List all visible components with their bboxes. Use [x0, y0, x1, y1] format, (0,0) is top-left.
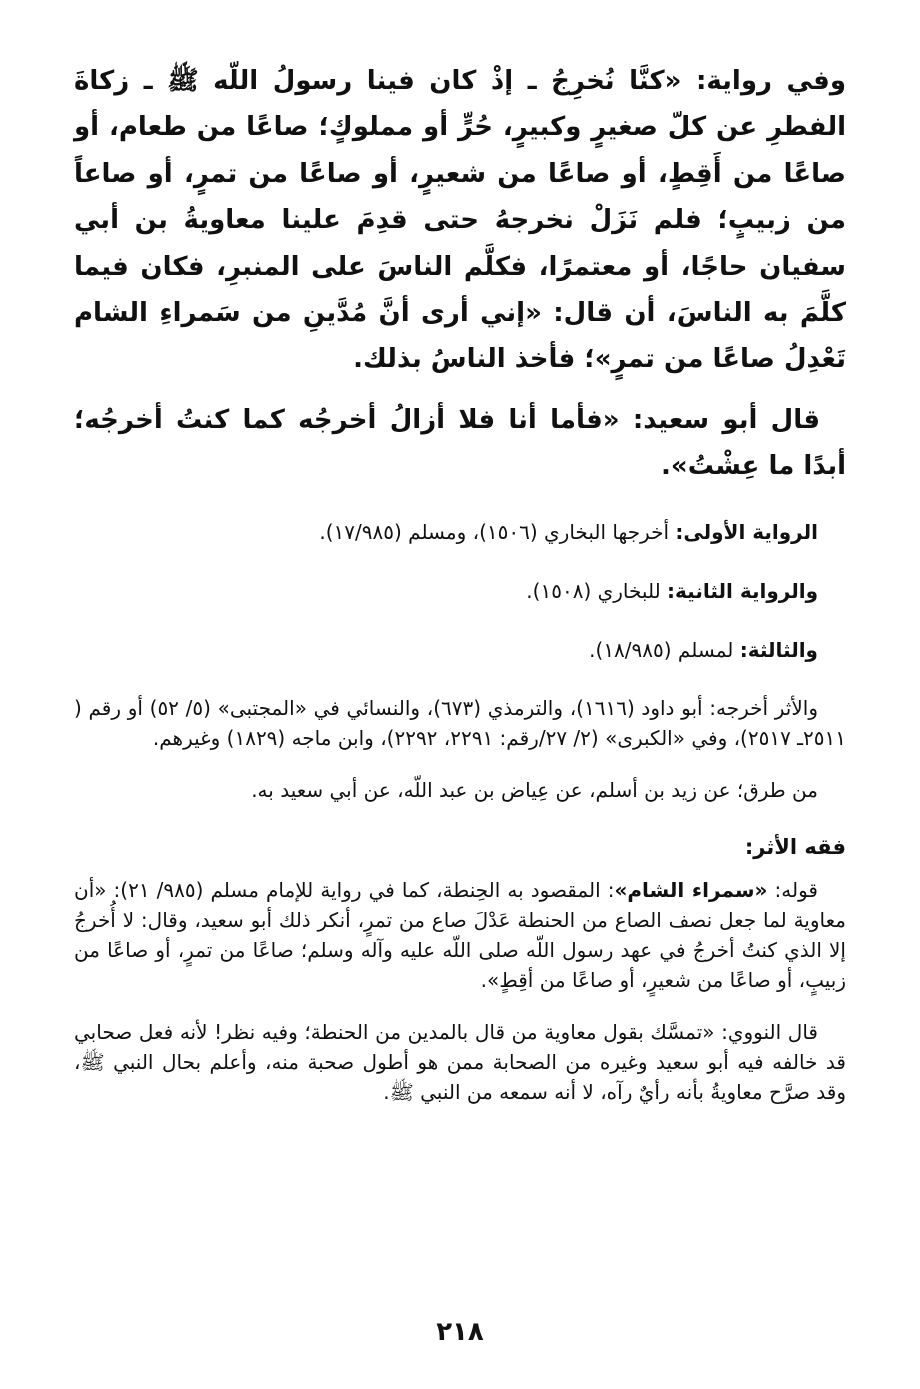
source-text: للبخاري (١٥٠٨).: [526, 578, 661, 603]
book-page: [74, 58, 846, 1358]
fiqh-heading: فقه الأثر:: [744, 834, 846, 859]
sources-list: [74, 516, 846, 666]
source-label: والثالثة:: [739, 637, 818, 662]
source-text: لمسلم (١٨/٩٨٥).: [589, 637, 734, 662]
chain-paragraph: من طرق؛ عن زيد بن أسلم، عن عِياض بن عبد اللّه، عن أبي سعيد به.: [251, 777, 818, 802]
explanation-prefix: قوله:: [767, 877, 818, 902]
source-label: والرواية الثانية:: [667, 578, 818, 603]
explanation-paragraph: [74, 875, 846, 995]
source-line: [74, 575, 846, 607]
source-text: أخرجها البخاري (١٥٠٦)، ومسلم (١٧/٩٨٥).: [319, 519, 670, 544]
hadith-narration: وفي رواية: «كنَّا نُخرِجُ ـ إذْ كان فينا رسولُ اللّه ﷺ ـ زكاةَ الفطرِ عن كلّ صغيرٍ وكبيرٍ، حُرٍّ أو مملوكٍ؛ صاعًا من طعام، أو صاعًا من أَقِطٍ، أو صاعًا من شعيرٍ، أو صاعًا من تمرٍ، أو صاعاً من زبيبٍ؛ فلم نَزَلْ نخرجهُ حتى قدِمَ علينا معاويةُ بن أبي سفيان حاجًا، أو معتمرًا، فكلَّم الناسَ على المنبرِ، فكان فيما كلَّمَ به الناسَ، أن قال: «إني أرى أنَّ مُدَّينِ من سَمراءِ الشام تَعْدِلُ صاعًا من تمرٍ»؛ فأخذ الناسُ بذلك.: [74, 66, 846, 375]
explanation-term: «سمراء الشام»: [614, 877, 768, 902]
source-line: [74, 516, 846, 548]
abu-said-statement: قال أبو سعيد: «فأما أنا فلا أزالُ أخرجُه كما كنتُ أخرجُه؛ أبدًا ما عِشْتُ».: [74, 404, 846, 482]
source-label: الرواية الأولى:: [675, 519, 818, 544]
athar-takhrij-paragraph: والأثر أخرجه: أبو داود (١٦١٦)، والترمذي (٦٧٣)، والنسائي في «المجتبى» (٥/ ٥٢) أو رقم ( ٢٥١١ـ ٢٥١٧)، وفي «الكبرى» (٢/ ٢٧/رقم: ٢٢٩١، ٢٢٩٢)، وابن ماجه (١٨٢٩) وغيرهم.: [74, 695, 846, 750]
page-number: ٢١٨: [436, 1317, 484, 1347]
nawawi-paragraph: قال النووي: «تمسَّك بقول معاوية من قال بالمدين من الحنطة؛ وفيه نظر! لأنه فعل صحابي قد خالفه فيه أبو سعيد وغيره من الصحابة ممن هو أطول صحبة منه، وأعلم بحال النبي ﷺ، وقد صرَّح معاويةُ بأنه رأيٌ رآه، لا أنه سمعه من النبي ﷺ.: [74, 1019, 846, 1104]
explanation-rest: : المقصود به الحِنطة، كما في رواية للإمام مسلم (٩٨٥/ ٢١): «أن معاوية لما جعل نصف الصاع من الحنطة عَدْلَ صاع من تمرٍ، أنكر ذلك أبو سعيد، وقال: لا أُخرجُ إلا الذي كنتُ أخرجُ في عهد رسول اللّه صلى اللّه عليه وآله وسلم؛ صاعًا من تمرٍ، أو صاعًا من زبيبٍ، أو صاعًا من شعيرٍ، أو صاعًا من أقِطٍ».: [74, 877, 846, 992]
source-line: [74, 634, 846, 666]
